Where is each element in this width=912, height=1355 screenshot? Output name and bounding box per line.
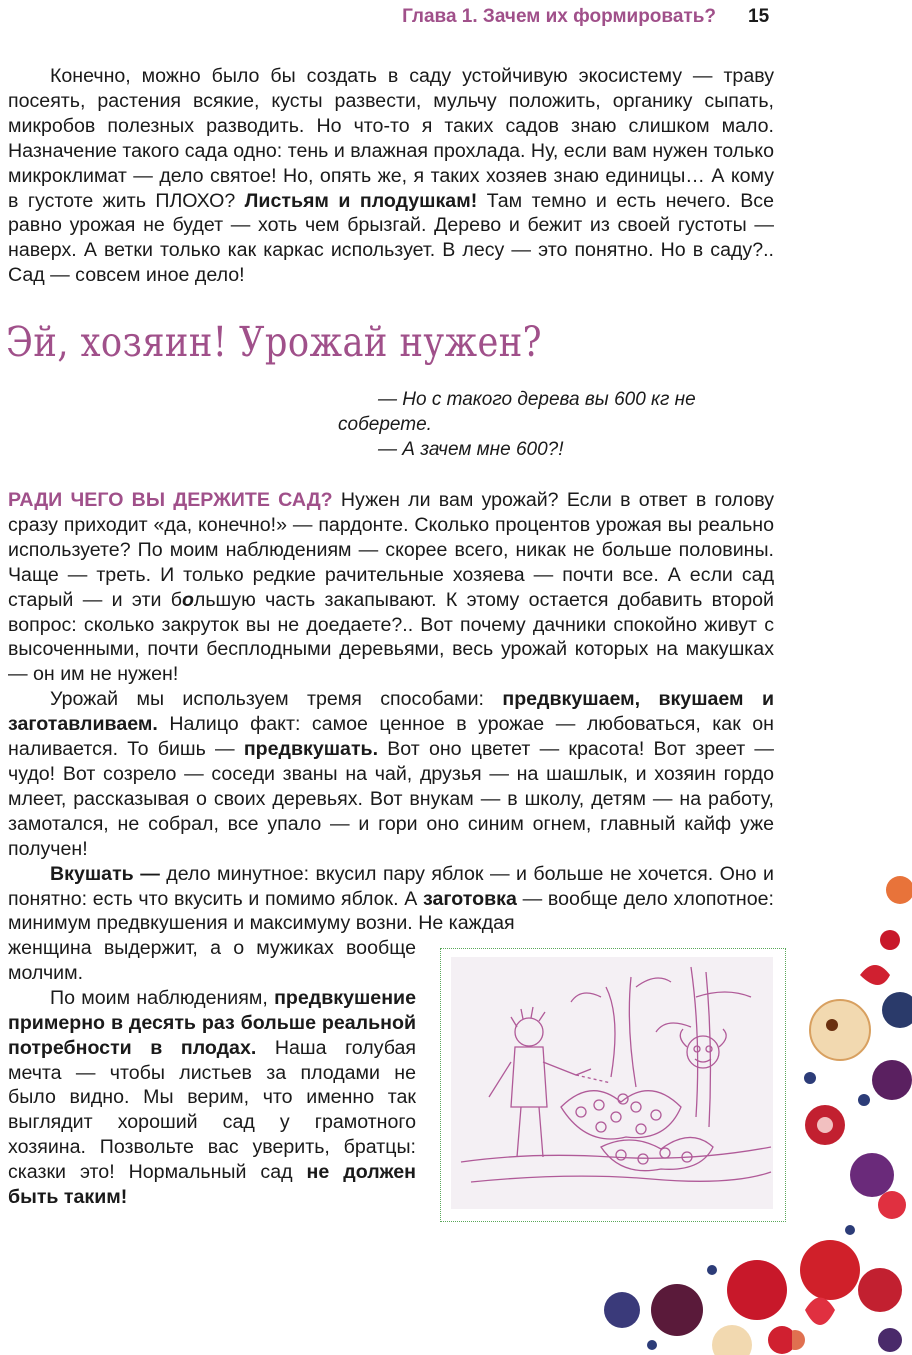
ways-bold-a: предвкушаем, вкушаем и заготавливаем. bbox=[8, 688, 774, 736]
question-paragraph bbox=[8, 488, 774, 936]
ways-bold-b: предвкушать. bbox=[243, 738, 379, 761]
epigraph bbox=[338, 388, 774, 463]
page-number: 15 bbox=[748, 6, 770, 27]
intro-bold: Листьям и плодушкам! bbox=[244, 189, 478, 212]
fruit-decoration-icon bbox=[780, 870, 912, 1355]
gardener-sketch-icon bbox=[451, 957, 773, 1209]
taste-text-c: женщина выдержит, а о мужиках вообще молчим. bbox=[8, 937, 416, 984]
narrow-column bbox=[8, 936, 416, 1210]
intro-text-a: Конечно, можно было бы создать в саду устойчивую экосистему — траву посеять, растения всякие, кусты развести, мульчу положить, органику сыпать, микробов полезных разводить. Но что-то я таких садов знаю слишком мало. Назначение такого сада одно: тень и влажная прохлада. Ну, если вам нужен только микроклимат — дело святое! Но, опять же, я таких хозяев знаю единицы… А кому в густоте жить ПЛОХО? bbox=[8, 65, 774, 212]
observe-text-b: Наша голубая мечта — чтобы листьев за плодами не было видно. Мы верим, что именно так выглядит хороший сад у грамотного хозяина. Позвольте вас уверить, братцы: сказки это! Нормальный сад bbox=[8, 1036, 417, 1184]
sketch-svg bbox=[451, 957, 773, 1209]
section-heading: Эй, хозяин! Урожай нужен? bbox=[6, 318, 543, 366]
stress-letter: о bbox=[181, 588, 194, 611]
observe-text-a: По моим наблюдениям, bbox=[50, 986, 275, 1009]
intro-text-b: Там темно и есть нечего. Все равно урожая не будет — хоть чем брызгай. Дерево и бежит из своей густоты — наверх. А ветки только как каркас использует. В лесу — это понятно. Но в саду?.. Сад — совсем иное дело! bbox=[8, 189, 774, 287]
running-header bbox=[0, 4, 912, 30]
question-text-a: Нужен ли вам урожай? Если в ответ в голову сразу приходит «да, конечно!» — пардонте. Сколько процентов урожая вы реально используете? По моим наблюдениям — скорее всего, никак не больше половины. Чаще — треть. И только редкие рачительные хозяева — почти все. А если сад старый — и эти б bbox=[8, 489, 774, 611]
epigraph-line-2: — А зачем мне 600?! bbox=[378, 438, 564, 460]
taste-bold-a: Вкушать — bbox=[50, 862, 160, 885]
observe-bold-a: предвкушение примерно в десять раз больше реальной потребности в плодах. bbox=[8, 986, 416, 1059]
taste-text-a: дело минутное: вкусил пару яблок — и больше не хочется. Оно и понятно: есть что вкусить и помимо яблок. А bbox=[8, 862, 774, 910]
ways-text-c: Вот оно цветет — красота! Вот зреет — чудо! Вот созрело — соседи званы на чай, друзья — на шашлык, и хозяин гордо млеет, рассказывая о своих деревьях. Вот внукам — в школу, детям — на работу, замотался, не собрал, все упало — и гори оно синим огнем, главный кайф уже получен! bbox=[8, 738, 774, 860]
chapter-title: Глава 1. Зачем их формировать? bbox=[402, 6, 716, 27]
illustration-frame bbox=[440, 948, 786, 1222]
taste-bold-b: заготовка bbox=[423, 887, 517, 910]
fruit-decoration-bottom-icon bbox=[592, 1250, 792, 1355]
taste-text-b: — вообще дело хлопотное: минимум предвкушения и максимуму возни. Не каждая bbox=[8, 887, 774, 935]
ways-text-b: Налицо факт: самое ценное в урожае — любоваться, как он наливается. То бишь — bbox=[8, 713, 774, 761]
question-text-b: льшую часть закапывают. К этому остается добавить второй вопрос: сколько закруток вы не доедаете?.. Вот почему дачники спокойно живут с высоченными, почти бесплодными деревьями, весь урожай которых на макушках — он им не нужен! bbox=[8, 588, 774, 686]
observe-bold-b: не должен быть таким! bbox=[8, 1161, 417, 1209]
epigraph-line-1: — Но с такого дерева вы 600 кг не соберете. bbox=[338, 389, 696, 435]
intro-paragraph bbox=[8, 64, 774, 288]
question-lead: РАДИ ЧЕГО ВЫ ДЕРЖИТЕ САД? bbox=[8, 489, 333, 511]
ways-text-a: Урожай мы используем тремя способами: bbox=[50, 688, 503, 711]
